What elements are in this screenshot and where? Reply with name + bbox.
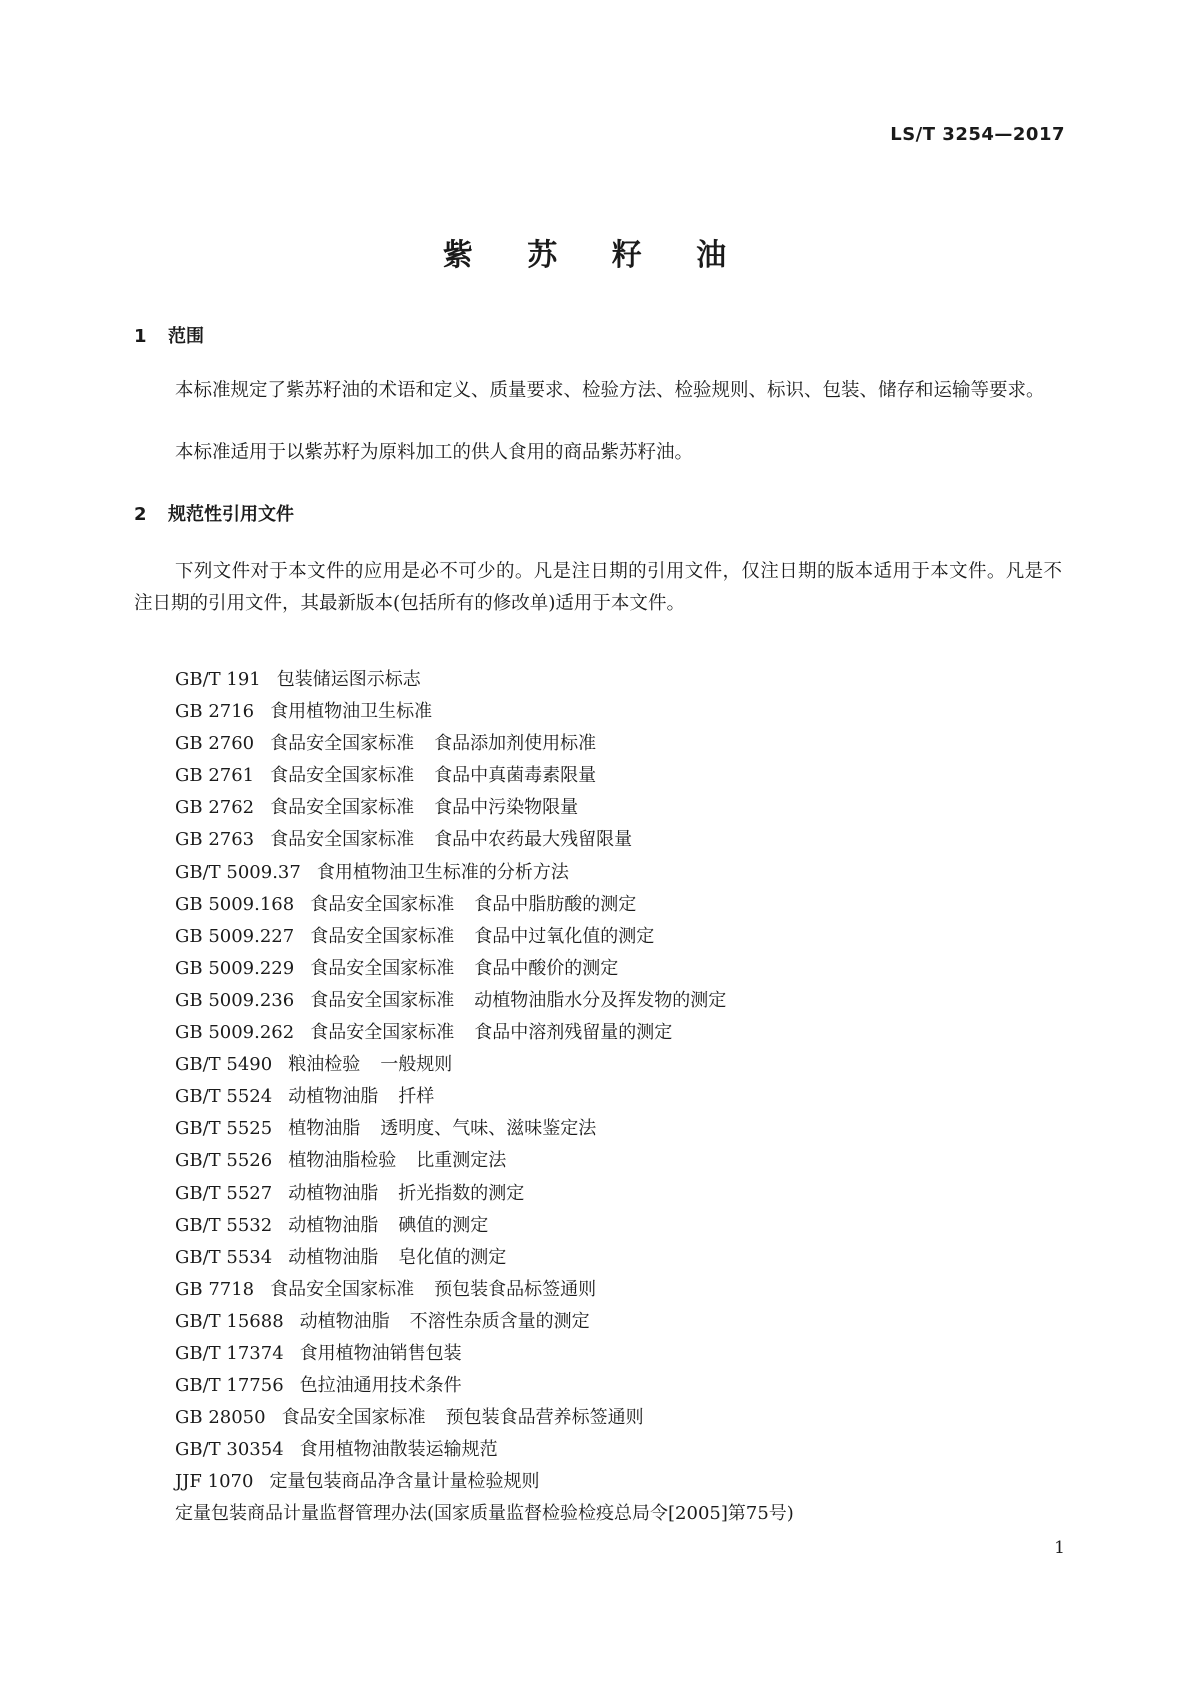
reference-code: GB/T 5527 xyxy=(175,1182,273,1204)
reference-title: 食品安全国家标准 xyxy=(270,765,415,787)
reference-code: GB/T 5534 xyxy=(175,1246,273,1268)
reference-title: 食品安全国家标准 xyxy=(270,797,415,819)
section-1-paragraph-2: 本标准适用于以紫苏籽为原料加工的供人食用的商品紫苏籽油。 xyxy=(175,442,694,463)
reference-subtitle: 食品中农药最大残留限量 xyxy=(434,829,633,851)
reference-code: GB/T 5532 xyxy=(175,1214,273,1236)
reference-code: GB 5009.227 xyxy=(175,925,295,947)
reference-code: GB 5009.262 xyxy=(175,1022,295,1044)
reference-title: 动植物油脂 xyxy=(288,1246,379,1268)
reference-subtitle: 食品中酸价的测定 xyxy=(474,957,619,979)
document-title: 紫 苏 籽 油 xyxy=(442,238,749,273)
reference-subtitle: 食品中真菌毒素限量 xyxy=(434,765,597,787)
reference-code: GB 2763 xyxy=(175,829,255,851)
reference-subtitle: 食品中污染物限量 xyxy=(434,797,579,819)
reference-code: GB 28050 xyxy=(175,1407,266,1429)
reference-code: GB 2716 xyxy=(175,701,255,723)
reference-subtitle: 动植物油脂水分及挥发物的测定 xyxy=(474,989,727,1011)
reference-code: GB 5009.229 xyxy=(175,957,295,979)
reference-subtitle: 食品中过氧化值的测定 xyxy=(474,925,655,947)
reference-title: 包装储运图示标志 xyxy=(276,669,421,690)
reference-item xyxy=(175,1306,794,1338)
standard-number: LS/T 3254—2017 xyxy=(890,124,1065,145)
reference-code: GB/T 17374 xyxy=(175,1342,284,1364)
section-2-number: 2 xyxy=(134,504,147,525)
reference-title: 色拉油通用技术条件 xyxy=(299,1375,462,1397)
reference-title: 动植物油脂 xyxy=(288,1182,379,1204)
reference-item xyxy=(175,1466,794,1498)
reference-item xyxy=(175,1402,794,1434)
reference-item xyxy=(175,1210,794,1242)
reference-subtitle: 食品中溶剂残留量的测定 xyxy=(474,1022,673,1044)
reference-title: 定量包装商品计量监督管理办法(国家质量监督检验检疫总局令[2005]第75号) xyxy=(175,1503,794,1525)
reference-title: 食用植物油散装运输规范 xyxy=(299,1439,498,1461)
reference-item xyxy=(175,889,794,921)
reference-subtitle: 预包装食品营养标签通则 xyxy=(445,1407,644,1429)
reference-code: JJF 1070 xyxy=(175,1471,254,1493)
reference-title: 食品安全国家标准 xyxy=(270,829,415,851)
reference-item xyxy=(175,792,794,824)
reference-subtitle: 预包装食品标签通则 xyxy=(434,1278,597,1300)
reference-code: GB/T 15688 xyxy=(175,1310,284,1332)
reference-item xyxy=(175,1178,794,1210)
reference-subtitle: 透明度、气味、滋味鉴定法 xyxy=(380,1118,597,1140)
reference-item xyxy=(175,1338,794,1370)
reference-item xyxy=(175,921,794,953)
reference-item xyxy=(175,953,794,985)
section-2-paragraph-1: 下列文件对于本文件的应用是必不可少的。凡是注日期的引用文件，仅注日期的版本适用于本文件。凡是不注日期的引用文件，其最新版本(包括所有的修改单)适用于本文件。 xyxy=(134,561,1062,614)
reference-subtitle: 食品添加剂使用标准 xyxy=(434,733,597,755)
reference-title: 食用植物油卫生标准 xyxy=(270,701,433,723)
reference-title: 食品安全国家标准 xyxy=(310,1022,455,1044)
section-2-heading xyxy=(134,500,294,526)
reference-item xyxy=(175,824,794,856)
reference-title: 粮油检验 xyxy=(288,1054,361,1076)
reference-item xyxy=(175,1017,794,1049)
reference-item xyxy=(175,857,794,889)
reference-item xyxy=(175,760,794,792)
reference-title: 动植物油脂 xyxy=(288,1086,379,1108)
reference-title: 植物油脂检验 xyxy=(288,1150,397,1172)
reference-item xyxy=(175,1242,794,1274)
reference-title: 食用植物油销售包装 xyxy=(299,1342,462,1364)
reference-subtitle: 比重测定法 xyxy=(416,1150,507,1172)
reference-code: GB 5009.236 xyxy=(175,989,295,1011)
reference-code: GB 5009.168 xyxy=(175,893,295,915)
reference-title: 食品安全国家标准 xyxy=(310,957,455,979)
reference-code: GB 2762 xyxy=(175,797,255,819)
normative-references-list xyxy=(175,664,794,1531)
reference-item xyxy=(175,664,794,696)
reference-item xyxy=(175,696,794,728)
reference-code: GB 7718 xyxy=(175,1278,255,1300)
reference-title: 食品安全国家标准 xyxy=(310,989,455,1011)
reference-code: GB/T 5009.37 xyxy=(175,861,301,883)
reference-item xyxy=(175,728,794,760)
reference-item xyxy=(175,1434,794,1466)
page-number: 1 xyxy=(1054,1538,1065,1558)
reference-code: GB/T 191 xyxy=(175,669,261,690)
reference-title: 动植物油脂 xyxy=(288,1214,379,1236)
reference-code: GB 2761 xyxy=(175,765,255,787)
reference-code: GB 2760 xyxy=(175,733,255,755)
section-1-title: 范围 xyxy=(168,326,204,347)
reference-code: GB/T 17756 xyxy=(175,1375,284,1397)
reference-item xyxy=(175,1113,794,1145)
reference-code: GB/T 5526 xyxy=(175,1150,273,1172)
reference-subtitle: 一般规则 xyxy=(380,1054,453,1076)
reference-code: GB/T 5525 xyxy=(175,1118,273,1140)
section-1-paragraph-1: 本标准规定了紫苏籽油的术语和定义、质量要求、检验方法、检验规则、标识、包装、储存和运输等要求。 xyxy=(175,380,1045,401)
reference-subtitle: 折光指数的测定 xyxy=(398,1182,525,1204)
reference-title: 动植物油脂 xyxy=(299,1310,390,1332)
reference-subtitle: 食品中脂肪酸的测定 xyxy=(474,893,637,915)
reference-code: GB/T 30354 xyxy=(175,1439,284,1461)
reference-item xyxy=(175,1274,794,1306)
section-1-number: 1 xyxy=(134,326,147,347)
reference-title: 食品安全国家标准 xyxy=(310,893,455,915)
reference-subtitle: 扦样 xyxy=(398,1086,435,1108)
reference-subtitle: 不溶性杂质含量的测定 xyxy=(409,1310,590,1332)
reference-title: 食用植物油卫生标准的分析方法 xyxy=(316,861,569,883)
reference-item xyxy=(175,1081,794,1113)
section-2-title: 规范性引用文件 xyxy=(168,504,294,525)
reference-code: GB/T 5490 xyxy=(175,1054,273,1076)
section-1-heading xyxy=(134,322,204,348)
reference-title: 食品安全国家标准 xyxy=(270,1278,415,1300)
reference-title: 食品安全国家标准 xyxy=(270,733,415,755)
reference-subtitle: 碘值的测定 xyxy=(398,1214,489,1236)
reference-item xyxy=(175,1498,794,1530)
reference-subtitle: 皂化值的测定 xyxy=(398,1246,507,1268)
reference-title: 食品安全国家标准 xyxy=(310,925,455,947)
reference-code: GB/T 5524 xyxy=(175,1086,273,1108)
reference-item xyxy=(175,1370,794,1402)
reference-title: 定量包装商品净含量计量检验规则 xyxy=(269,1471,540,1493)
reference-title: 植物油脂 xyxy=(288,1118,361,1140)
reference-item xyxy=(175,985,794,1017)
reference-item xyxy=(175,1145,794,1177)
reference-item xyxy=(175,1049,794,1081)
reference-title: 食品安全国家标准 xyxy=(281,1407,426,1429)
